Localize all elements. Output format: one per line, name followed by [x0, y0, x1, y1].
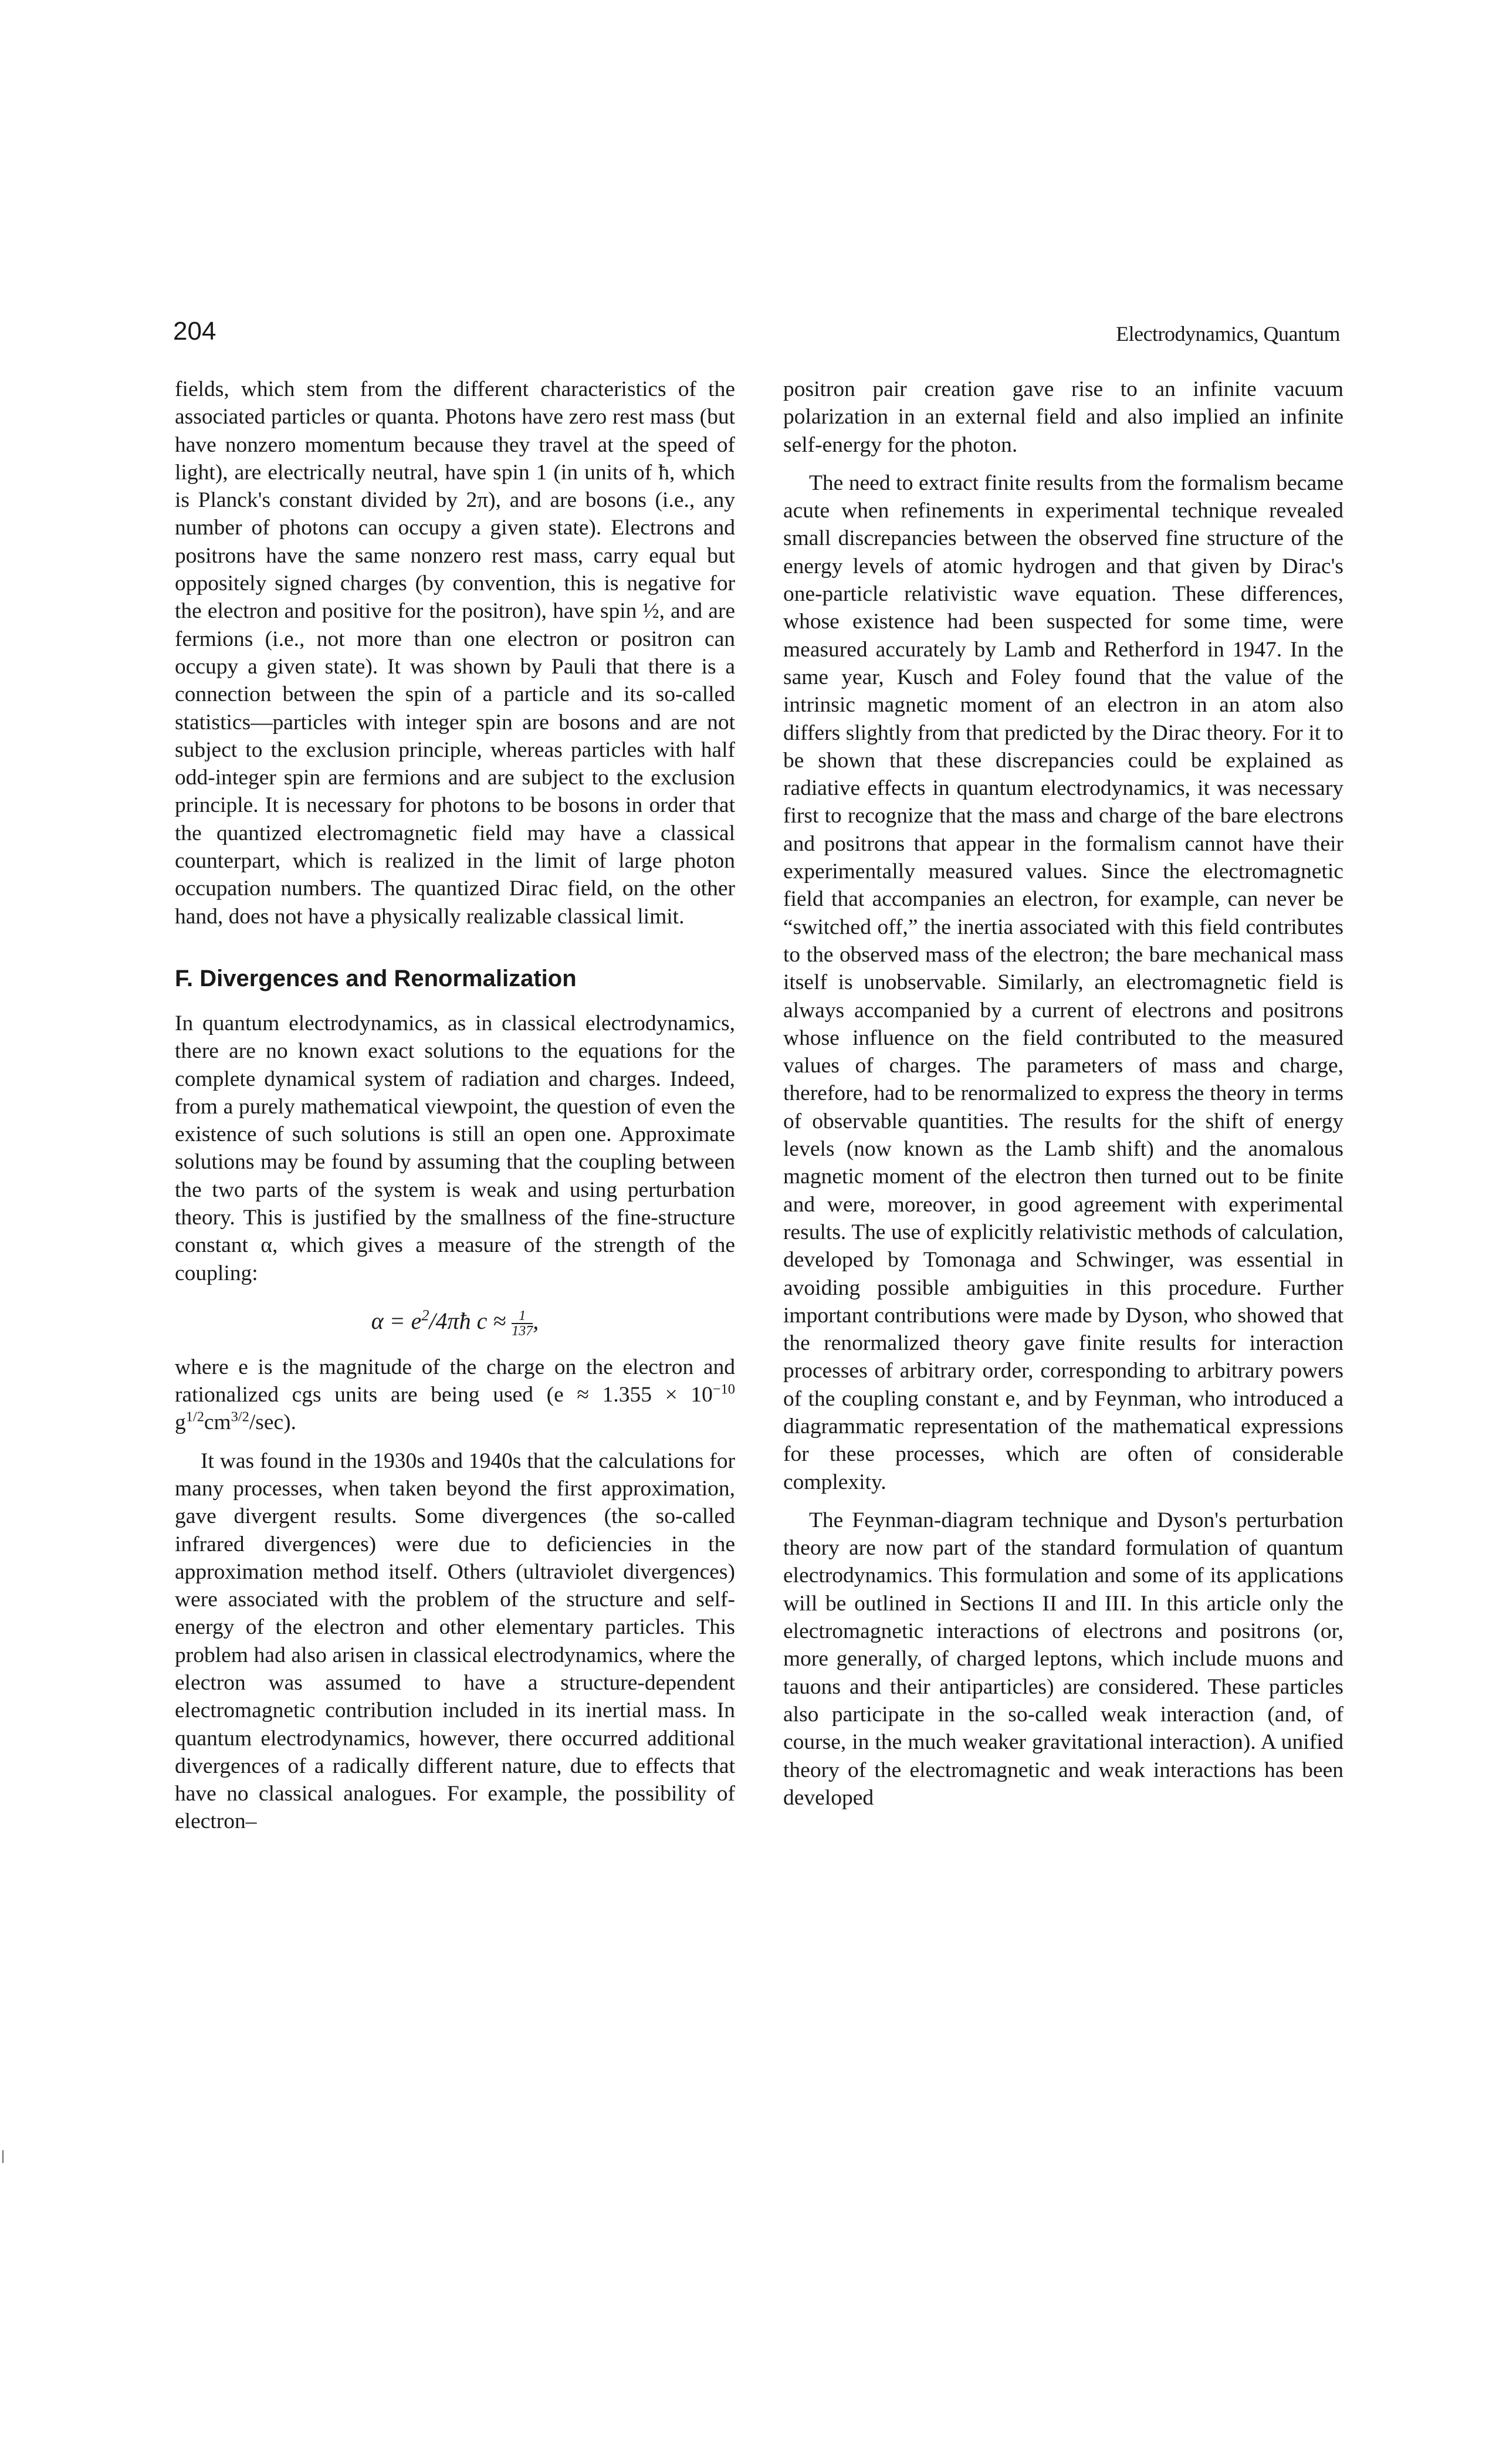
p3-part-c: cm [204, 1410, 231, 1435]
left-paragraph-3: where e is the magnitude of the charge on the electron and rationalized cgs units are being used ($e \approx 1.355 \times 10^{-10}$ $g^{1/2}cm^{3/2}/\sec$). [175, 1355, 735, 1435]
equation-fraction [512, 1309, 533, 1338]
equation-denominator: 137 [512, 1323, 533, 1339]
left-column [175, 375, 735, 1846]
right-paragraph-1: positron pair creation gave rise to an infinite vacuum polarization in an external field and also implied an infinite self-energy for the photon. [783, 377, 1343, 457]
running-head: Electrodynamics, Quantum [1116, 322, 1340, 346]
equation-mid: /4πħ c ≈ [429, 1307, 506, 1334]
fine-structure-equation: $\alpha = e^2/4\pi ħ$ c ≈ $\frac{1}{137}$ , [371, 1307, 539, 1339]
left-paragraph-1: fields, which stem from the different characteristics of the associated particles or quanta. Photons have zero rest mass (but have nonzero momentum because they travel at the speed of light), are electrically neutral, have spin 1 (in units of ħ, which is Planck's constant divided by 2π), and are bosons (i.e., any number of photons can occupy a given state). Electrons and positrons have the same nonzero rest mass, carry equal but oppositely signed charges (by convention, this is negative for the electron and positive for the positron), have spin ½, and are fermions (i.e., not more than one electron or positron can occupy a given state). It was shown by Pauli that there is a connection between the spin of a particle and its so-called statistics—particles with integer spin are bosons and are not subject to the exclusion principle, whereas particles with half odd-integer spin are fermions and are subject to the exclusion principle. It is necessary for photons to be bosons in order that the quantized electromagnetic field may have a classical counterpart, which is realized in the limit of large photon occupation numbers. The quantized Dirac field, on the other hand, does not have a physically realizable classical limit. [175, 377, 735, 929]
page-number: 204 [173, 317, 216, 346]
right-paragraph-2: The need to extract finite results from the formalism became acute when refinements in experimental technique revealed small discrepancies between the observed fine structure of the energy levels of atomic hydrogen and that given by Dirac's one-particle relativistic wave equation. These differences, whose existence had been suspected for some time, were measured accurately by Lamb and Retherford in 1947. In the same year, Kusch and Foley found that the value of the intrinsic magnetic moment of an electron in an atom also differs slightly from that predicted by the Dirac theory. For it to be shown that these discrepancies could be explained as radiative effects in quantum electrodynamics, it was necessary first to recognize that the mass and charge of the bare electrons and positrons that appear in the formalism cannot have their experimentally measured values. Since the electromagnetic field that accompanies an electron, for example, can never be “switched off,” the inertia associated with this field contributes to the observed mass of the electron; the bare mechanical mass itself is unobservable. Similarly, an electromagnetic field is always accompanied by a current of electrons and positrons whose influence on the field contributed to the measured values of charges. The parameters of mass and charge, therefore, had to be renormalized to express the theory in terms of observable quantities. The results for the shift of energy levels (now known as the Lamb shift) and the anomalous magnetic moment of the electron then turned out to be finite and were, moreover, in good agreement with experimental results. The use of explicitly relativistic methods of calculation, developed by Tomonaga and Schwinger, was essential in avoiding possible ambiguities in this procedure. Further important contributions were made by Dyson, who showed that the renormalized theory gave finite results for interaction processes of arbitrary order, corresponding to arbitrary powers of the coupling constant e, and by Feynman, who introduced a diagrammatic representation of the mathematical expressions for these processes, which are often of considerable complexity. [783, 471, 1343, 1494]
right-column [783, 375, 1343, 1822]
p3-part-a: where e is the magnitude of the charge on the electron and rationalized cgs units are being used (e ≈ 1.355 × 10 [175, 1355, 735, 1407]
left-paragraph-2: In quantum electrodynamics, as in classical electrodynamics, there are no known exact solutions to the equations for the complete dynamical system of radiation and charges. Indeed, from a purely mathematical viewpoint, the question of even the existence of such solutions is still an open one. Approximate solutions may be found by assuming that the coupling between the two parts of the system is weak and using perturbation theory. This is justified by the smallness of the fine-structure constant α, which gives a measure of the strength of the coupling: [175, 1011, 735, 1285]
left-paragraph-4: It was found in the 1930s and 1940s that the calculations for many processes, when taken beyond the first approximation, gave divergent results. Some divergences (the so-called infrared divergences) were due to deficiencies in the approximation method itself. Others (ultraviolet divergences) were associated with the problem of the structure and self-energy of the electron and other elementary particles. This problem had also arisen in classical electrodynamics, where the electron was assumed to have a structure-dependent electromagnetic contribution included in its inertial mass. In quantum electrodynamics, however, there occurred additional divergences of a radically different nature, due to effects that have no classical analogues. For example, the possibility of electron– [175, 1448, 735, 1834]
equation-lhs: α = e [371, 1307, 422, 1334]
section-heading: F. Divergences and Renormalization [175, 965, 577, 991]
p3-part-d: /sec). [249, 1410, 297, 1435]
equation-numerator: 1 [512, 1309, 533, 1324]
right-paragraph-3: The Feynman-diagram technique and Dyson's perturbation theory are now part of the standard formulation of quantum electrodynamics. This formulation and some of its applications will be outlined in Sections II and III. In this article only the electromagnetic interactions of electrons and positrons (or, more generally, of charged leptons, which include muons and tauons and their antiparticles) are considered. These particles also participate in the so-called weak interaction (and, of course, in the much weaker gravitational interaction). A unified theory of the electromagnetic and weak interactions has been developed [783, 1508, 1343, 1810]
margin-tick [2, 2150, 4, 2163]
p3-part-b: g [175, 1410, 186, 1435]
